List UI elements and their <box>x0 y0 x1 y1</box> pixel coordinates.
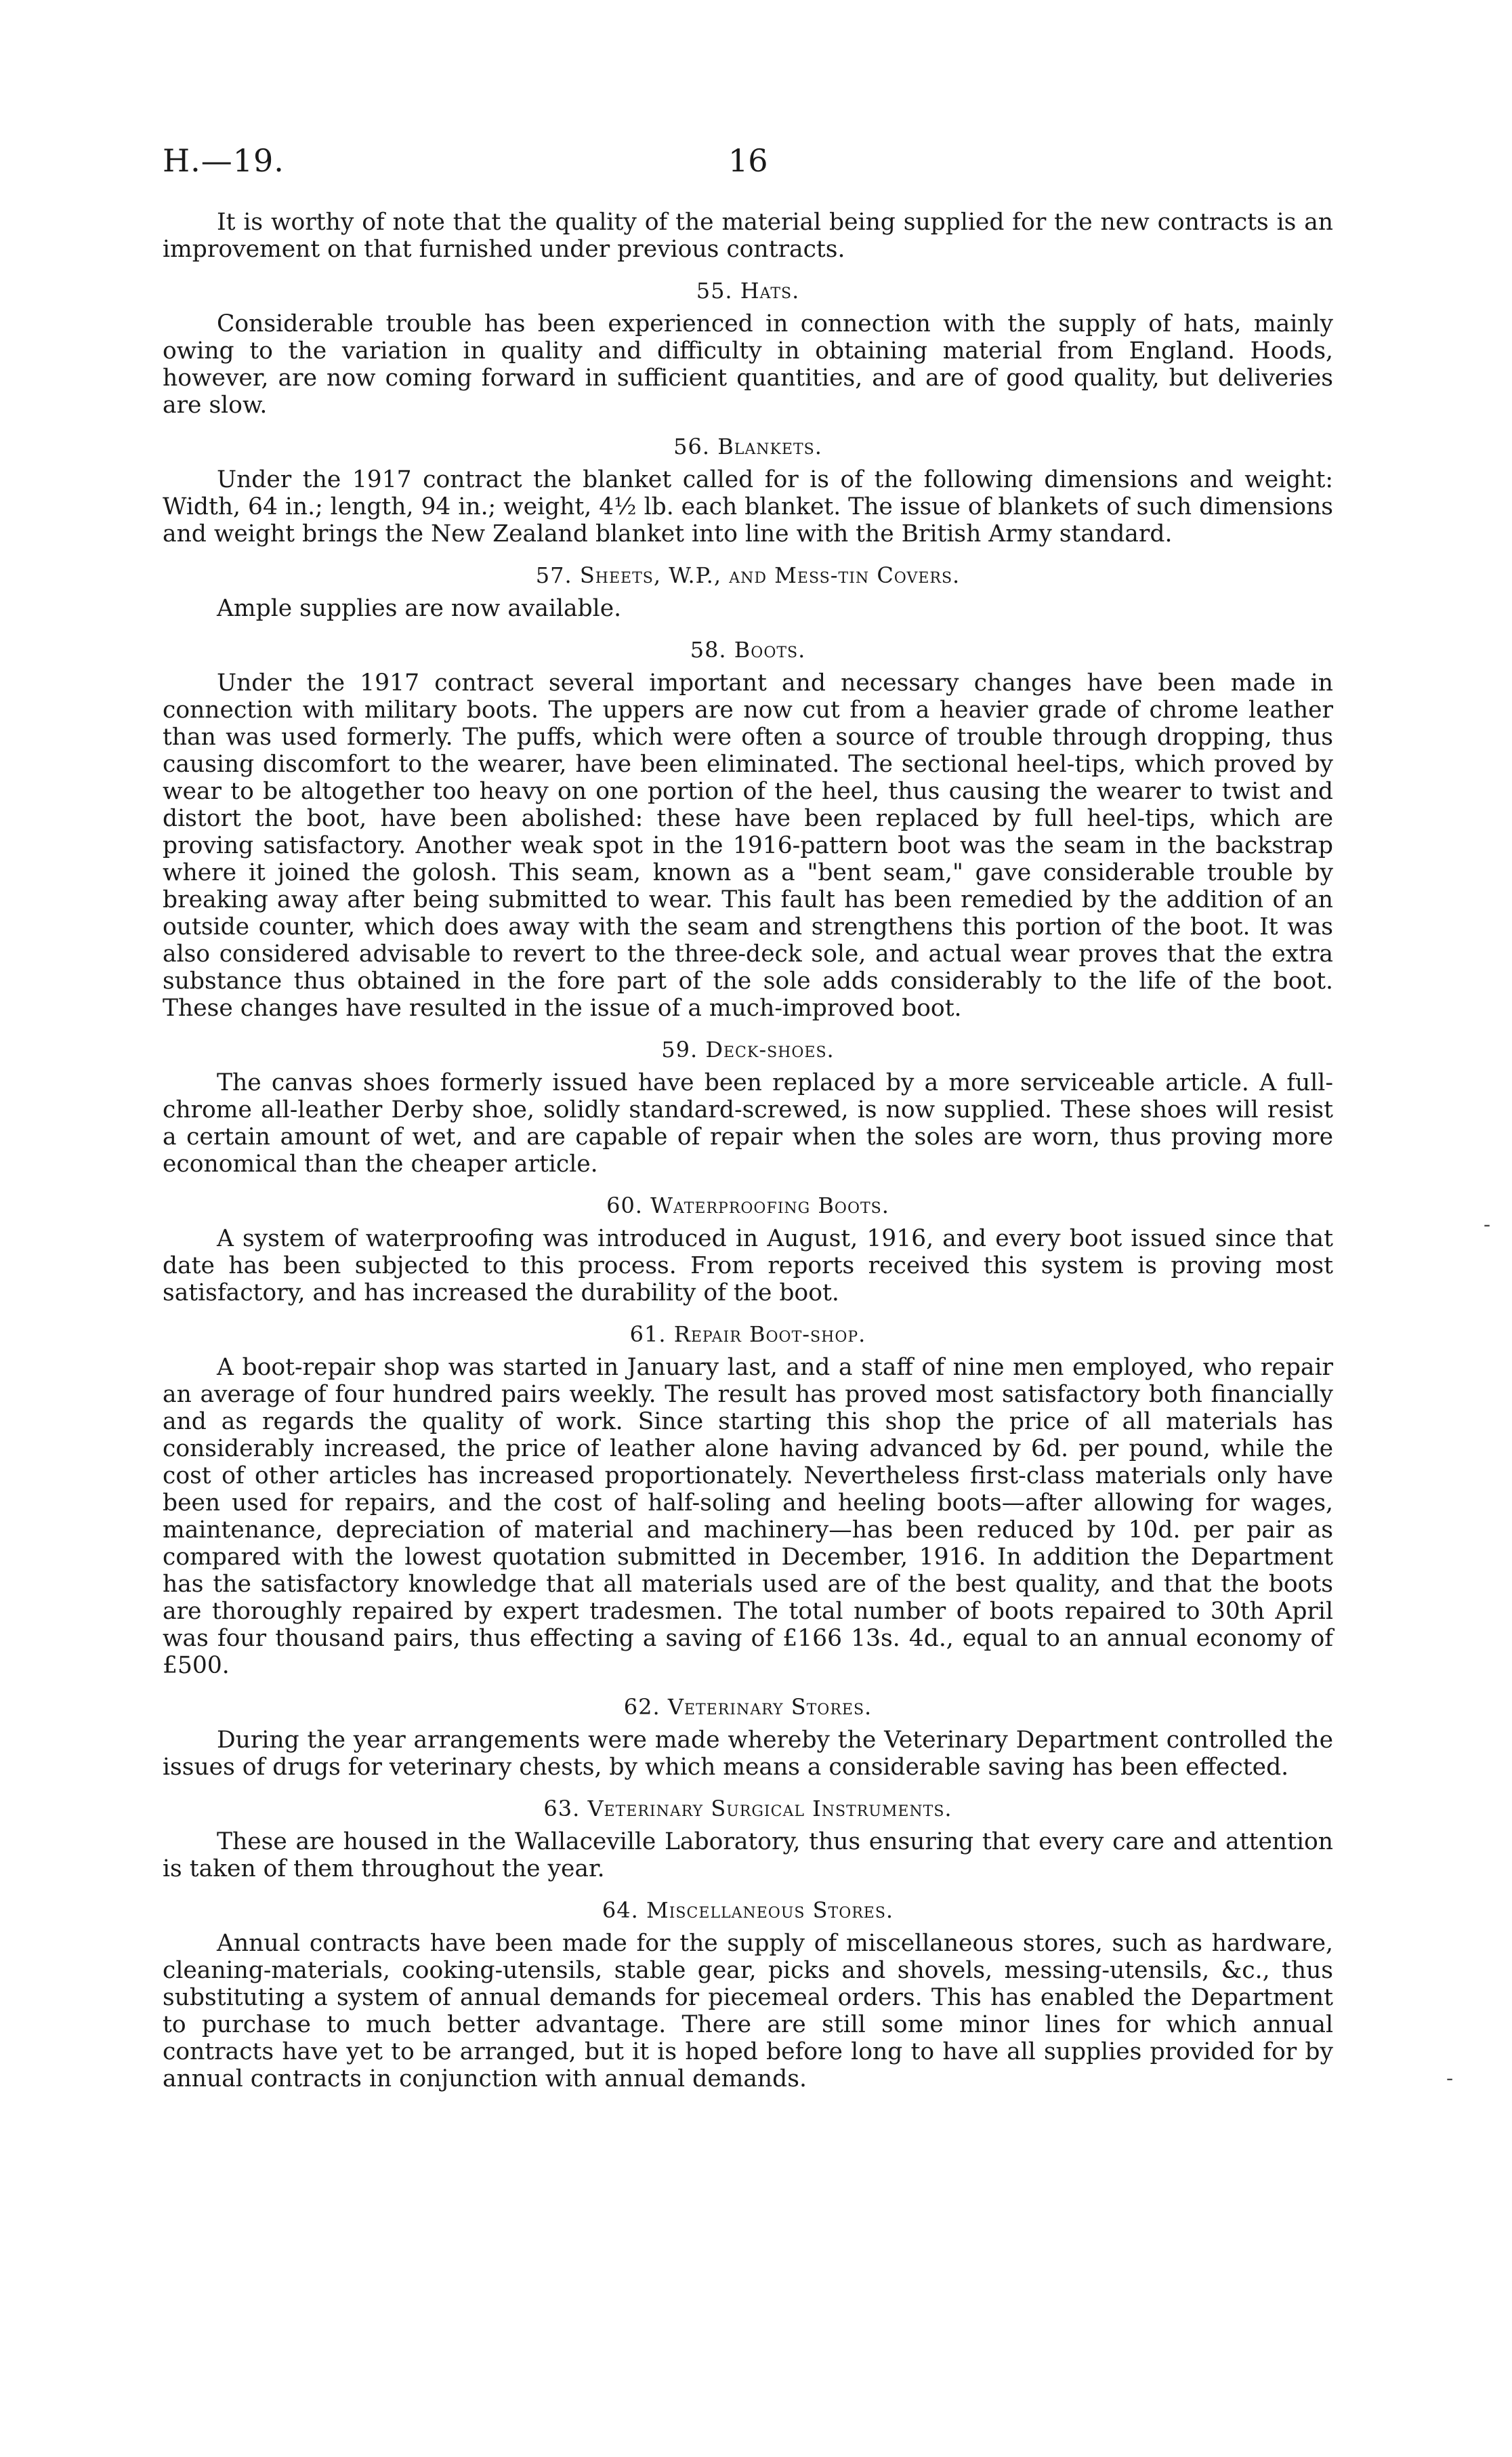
section-body: Annual contracts have been made for the supply of miscellaneous stores, such as hardware, cleaning-materials, cooking-utensils, stable gear, picks and shovels, messing-utensils, &c., thus substituting a system of annual demands for piecemeal orders. This has enabled the Department to purchase to much better advantage. There are still some minor lines for which annual contracts have yet to be arranged, but it is hoped before long to have all supplies provided for by annual contracts in conjunction with annual demands. <box>163 1930 1333 2092</box>
section-heading: 60. Waterproofing Boots. <box>606 1193 889 1218</box>
section-waterproofing-boots <box>163 1193 1333 1306</box>
section-heading: 56. Blankets. <box>673 434 822 459</box>
section-body: Considerable trouble has been experienced in connection with the supply of hats, mainly owing to the variation in quality and difficulty in obtaining material from England. Hoods, however, are now coming forward in sufficient quantities, and are of good quality, but deliveries are slow. <box>163 310 1333 419</box>
section-sheets <box>163 562 1333 622</box>
section-body: During the year arrangements were made whereby the Veterinary Department controlled the issues of drugs for veterinary chests, by which means a considerable saving has been effected. <box>163 1727 1333 1781</box>
intro-paragraph: It is worthy of note that the quality of the material being supplied for the new contracts is an improvement on that furnished under previous contracts. <box>163 209 1333 263</box>
section-heading: 62. Veterinary Stores. <box>623 1694 873 1720</box>
section-boots <box>163 637 1333 1022</box>
section-body: A system of waterproofing was introduced in August, 1916, and every boot issued since that date has been subjected to this process. From reports received this system is proving most satisfactory, and has increased the durability of the boot. <box>163 1225 1333 1306</box>
section-miscellaneous-stores <box>163 1897 1333 2092</box>
section-body: Ample supplies are now available. <box>217 595 622 622</box>
section-hats <box>163 278 1333 419</box>
running-head <box>163 142 1333 190</box>
section-veterinary-surgical-instruments <box>163 1796 1333 1882</box>
section-heading: 64. Miscellaneous Stores. <box>602 1897 894 1923</box>
section-heading: 57. Sheets, W.P., and Mess-tin Covers. <box>535 562 961 588</box>
section-body: The canvas shoes formerly issued have been replaced by a more serviceable article. A full-chrome all-leather Derby shoe, solidly standard-screwed, is now supplied. These shoes will resist a certain amount of wet, and are capable of repair when the soles are worn, thus proving more economical than the cheaper article. <box>163 1069 1333 1178</box>
page-number: 16 <box>728 142 768 179</box>
section-deck-shoes <box>163 1037 1333 1178</box>
section-heading: 63. Veterinary Surgical Instruments. <box>543 1796 952 1821</box>
section-heading: 59. Deck-shoes. <box>661 1037 835 1062</box>
section-body: Under the 1917 contract the blanket called for is of the following dimensions and weight: Width, 64 in.; length, 94 in.; weight, 4½ lb. each blanket. The issue of blankets of such dimensions and weight brings the New Zealand blanket into line with the British Army standard. <box>163 466 1333 548</box>
margin-speck: ‐ <box>1484 1213 1491 1237</box>
section-heading: 58. Boots. <box>690 637 806 663</box>
section-heading: 55. Hats. <box>696 278 800 304</box>
section-heading: 61. Repair Boot-shop. <box>629 1321 866 1347</box>
section-body: These are housed in the Wallaceville Laboratory, thus ensuring that every care and attention is taken of them throughout the year. <box>163 1828 1333 1882</box>
section-body: A boot-repair shop was started in January last, and a staff of nine men employed, who repair an average of four hundred pairs weekly. The result has proved most satisfactory both financially and as regards the quality of work. Since starting this shop the price of all materials has considerably increased, the price of leather alone having advanced by 6d. per pound, while the cost of other articles has increased proportionately. Nevertheless first-class materials only have been used for repairs, and the cost of half-soling and heeling boots—after allowing for wages, maintenance, depreciation of material and machinery—has been reduced by 10d. per pair as compared with the lowest quotation submitted in December, 1916. In addition the Department has the satisfactory knowledge that all materials used are of the best quality, and that the boots are thoroughly repaired by expert tradesmen. The total number of boots repaired to 30th April was four thousand pairs, thus effecting a saving of £166 13s. 4d., equal to an annual economy of £500. <box>163 1354 1333 1679</box>
section-veterinary-stores <box>163 1694 1333 1781</box>
margin-speck: ‐ <box>1446 2067 1454 2090</box>
section-repair-boot-shop <box>163 1321 1333 1679</box>
document-reference: H.—19. <box>163 142 285 179</box>
section-body: Under the 1917 contract several important and necessary changes have been made in connection with military boots. The uppers are now cut from a heavier grade of chrome leather than was used formerly. The puffs, which were often a source of trouble through dropping, thus causing discomfort to the wearer, have been eliminated. The sectional heel-tips, which proved by wear to be altogether too heavy on one portion of the heel, thus causing the wearer to twist and distort the boot, have been abolished: these have been replaced by full heel-tips, which are proving satisfactory. Another weak spot in the 1916-pattern boot was the seam in the backstrap where it joined the golosh. This seam, known as a "bent seam," gave considerable trouble by breaking away after being submitted to wear. This fault has been remedied by the addition of an outside counter, which does away with the seam and strengthens this portion of the boot. It was also considered advisable to revert to the three-deck sole, and actual wear proves that the extra substance thus obtained in the fore part of the sole adds considerably to the life of the boot. These changes have resulted in the issue of a much-improved boot. <box>163 669 1333 1022</box>
document-page <box>163 142 1333 2092</box>
section-blankets <box>163 434 1333 548</box>
